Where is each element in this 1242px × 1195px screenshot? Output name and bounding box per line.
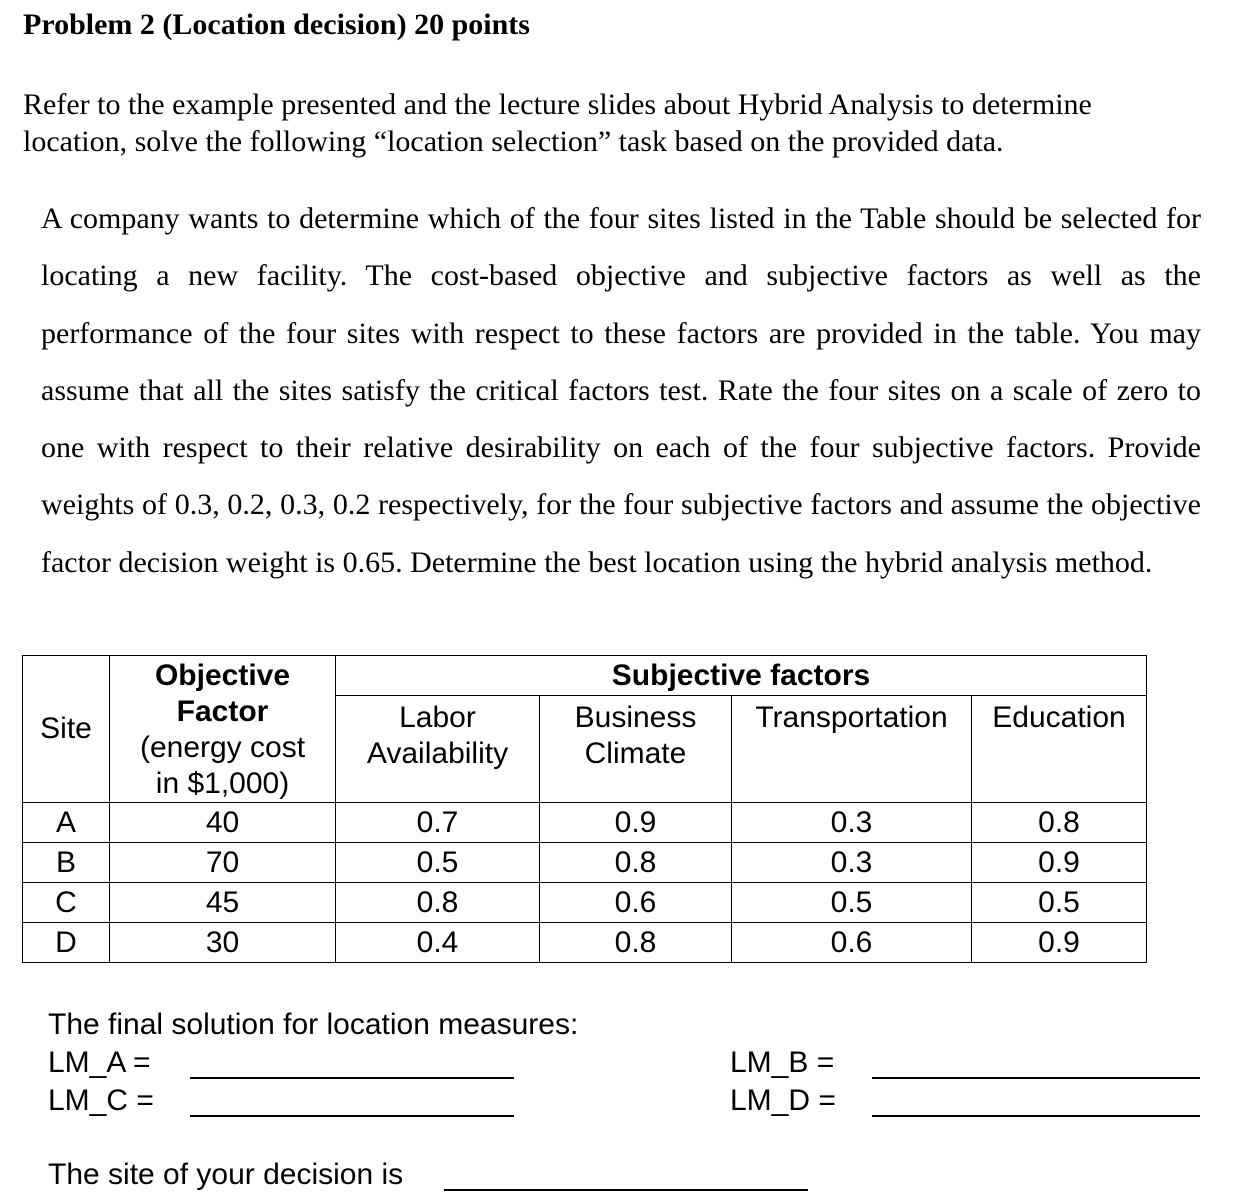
table-row (23, 843, 1147, 883)
problem-title: Problem 2 (Location decision) 20 points (23, 8, 530, 41)
transportation-cell: 0.3 (732, 803, 972, 843)
energy-cost-cell: 70 (110, 843, 336, 883)
lm-c-answer-blank[interactable] (190, 1115, 514, 1117)
site-cell: C (23, 883, 110, 923)
education-cell: 0.9 (972, 843, 1147, 883)
objective-header-line4: in $1,000) (155, 767, 290, 800)
intro-paragraph: Refer to the example presented and the lecture slides about Hybrid Analysis to determine location, solve the following “location selection” task based on the provided data. (23, 88, 1092, 158)
labor-availability-header (336, 696, 540, 803)
education-cell: 0.9 (972, 923, 1147, 963)
decision-label: The site of your decision is (48, 1158, 404, 1191)
site-cell: B (23, 843, 110, 883)
business-climate-header (540, 696, 732, 803)
business-cell: 0.6 (540, 883, 732, 923)
education-cell: 0.8 (972, 803, 1147, 843)
problem-statement: A company wants to determine which of the four sites listed in the Table should be selected for locating a new facility. The cost-based objective and subjective factors as well as the performance of the four sites with respect to these factors are provided in the table. You may assume that all the sites satisfy the critical factors test. Rate the four sites on a scale of zero to one with respect to their relative desirability on each of the four subjective factors. Provide weights of 0.3, 0.2, 0.3, 0.2 respectively, for the four subjective factors and assume the objective factor decision weight is 0.65. Determine the best location using the hybrid analysis method. (41, 202, 1201, 579)
labor-cell: 0.5 (336, 843, 540, 883)
labor-header-line2: Availability (366, 737, 509, 770)
energy-cost-cell: 45 (110, 883, 336, 923)
lm-b-answer-blank[interactable] (872, 1077, 1200, 1079)
labor-cell: 0.7 (336, 803, 540, 843)
objective-header-line2: Factor (176, 695, 269, 728)
education-cell: 0.5 (972, 883, 1147, 923)
site-cell: D (23, 923, 110, 963)
lm-a-answer-blank[interactable] (190, 1077, 514, 1079)
subjective-factors-header: Subjective factors (336, 656, 1147, 696)
transportation-header: Transportation (732, 696, 972, 803)
lm-d-answer-blank[interactable] (872, 1115, 1200, 1117)
site-header: Site (23, 656, 110, 803)
lm-b-label: LM_B = (730, 1046, 835, 1079)
transportation-cell: 0.3 (732, 843, 972, 883)
final-solution-label: The final solution for location measures: (48, 1008, 579, 1041)
transportation-cell: 0.5 (732, 883, 972, 923)
energy-cost-cell: 40 (110, 803, 336, 843)
energy-cost-cell: 30 (110, 923, 336, 963)
education-header: Education (972, 696, 1147, 803)
site-cell: A (23, 803, 110, 843)
business-header-line1: Business (574, 701, 697, 734)
lm-a-label: LM_A = (48, 1046, 151, 1079)
business-header-line2: Climate (584, 737, 687, 770)
labor-cell: 0.4 (336, 923, 540, 963)
labor-header-line1: Labor (399, 701, 476, 734)
lm-c-label: LM_C = (48, 1084, 154, 1117)
business-cell: 0.8 (540, 923, 732, 963)
labor-cell: 0.8 (336, 883, 540, 923)
table-row (23, 803, 1147, 843)
objective-factor-header (110, 656, 336, 803)
table-row (23, 923, 1147, 963)
business-cell: 0.9 (540, 803, 732, 843)
objective-header-line1: Objective (154, 659, 291, 692)
transportation-cell: 0.6 (732, 923, 972, 963)
site-factors-table (22, 655, 1147, 963)
lm-d-label: LM_D = (730, 1084, 836, 1117)
business-cell: 0.8 (540, 843, 732, 883)
table-row (23, 883, 1147, 923)
decision-answer-blank[interactable] (444, 1189, 808, 1191)
objective-header-line3: (energy cost (139, 731, 306, 764)
